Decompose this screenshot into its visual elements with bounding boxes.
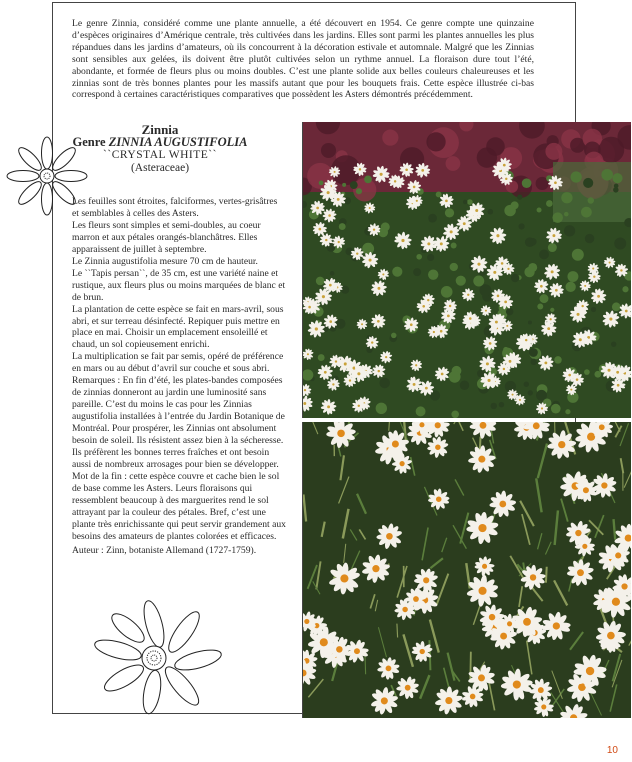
paragraph-leaves: Les feuilles sont étroites, falciformes, vertes-grisâtres et semblables à celles des Asters.	[72, 196, 278, 219]
photo-zinnia-bed	[302, 122, 631, 418]
page-number: 10	[606, 745, 618, 756]
description-column	[72, 196, 286, 557]
plant-genus: Genre ZINNIA AUGUSTIFOLIA	[72, 135, 248, 149]
paragraph-propagation: La multiplication se fait par semis, opéré de préférence en mars ou au début d’avril sur couche et sous abri.	[72, 351, 284, 375]
daisy-sketch-bottom-icon	[90, 598, 224, 721]
author-line: Auteur : Zinn, botaniste Allemand (1727-1759).	[72, 544, 257, 556]
photo-zinnia-closeup	[302, 422, 631, 718]
paragraph-planting: La plantation de cette espèce se fait en mars-avril, sous abri, et sur terreau désinfecté. Repiquer puis mettre en place en mai. Choisir un emplacement ensoleillé et chaud, un sol copieusement enrichi.	[72, 303, 284, 351]
plant-family: (Asteraceae)	[130, 162, 190, 174]
plant-name: Zinnia	[141, 122, 179, 137]
paragraph-height: Le Zinnia augustifolia mesure 70 cm de hauteur.	[72, 255, 258, 267]
paragraph-remarks: Remarques : En fin d’été, les plates-bandes composées de zinnias donneront au jardin une luminosité sans pareille. C’est du moins le cas pour les Zinnias augustifolia installées à l’entrée du Jardin Botanique de Montréal. Pour prospérer, les Zinnias ont absolument besoin de soleil. Ils résistent assez bien à la sécheresse. Ils préfèrent les bonnes terres fraîches et ont besoin aussi de nombreux arrosages pour bien se développer.	[72, 375, 285, 470]
paragraph-conclusion: Mot de la fin : cette espèce couvre et cache bien le sol de base comme les Asters. Leurs floraisons qui ressemblent beaucoup à des marguerites rend le sol attrayant par la couleur des pétales. Bref, c’est une plante très enrichissante qui peut servir grandement aux besoins des amateurs de plantes colorées et efficaces.	[72, 470, 286, 542]
intro-paragraph: Le genre Zinnia, considéré comme une plante annuelle, a été découvert en 1954. Ce genre compte une quinzaine d’espèces originaires d’Amérique centrale, très cultivées dans les jardins. Elles sont parmi les plantes annuelles les plus répandues dans les jardins d’amateurs, où ils concourrent à la décoration estivale et automnale. Malgré que les Zinnias sont sensibles aux gelées, ils doivent être plutôt cultivées selon un rythme annuel. La floraison dure tout l’été, abondante, et formée de fleurs plus ou moins doubles. C’est une plante solide aux belles couleurs chaleureuses et les zinnias sont de très bonnes plantes pour les massifs autant que pour les bouquets frais. Cette espèce illustrée ci-bas correspond à certaines caractéristiques comparatives que possèdent les Asters démontrés précédemment.	[72, 18, 534, 101]
paragraph-flowers: Les fleurs sont simples et semi-doubles, au coeur marron et aux pétales orangés-blanchâtres. Elles apparaissent de juillet à septembre.	[72, 219, 261, 255]
paragraph-variety: Le ``Tapis persan``, de 35 cm, est une variété naine et rustique, aux fleurs plus ou moins marquées de blanc et de brun.	[72, 267, 286, 303]
plant-cultivar: ``CRYSTAL WHITE``	[103, 149, 217, 161]
plant-title-block	[60, 123, 260, 175]
